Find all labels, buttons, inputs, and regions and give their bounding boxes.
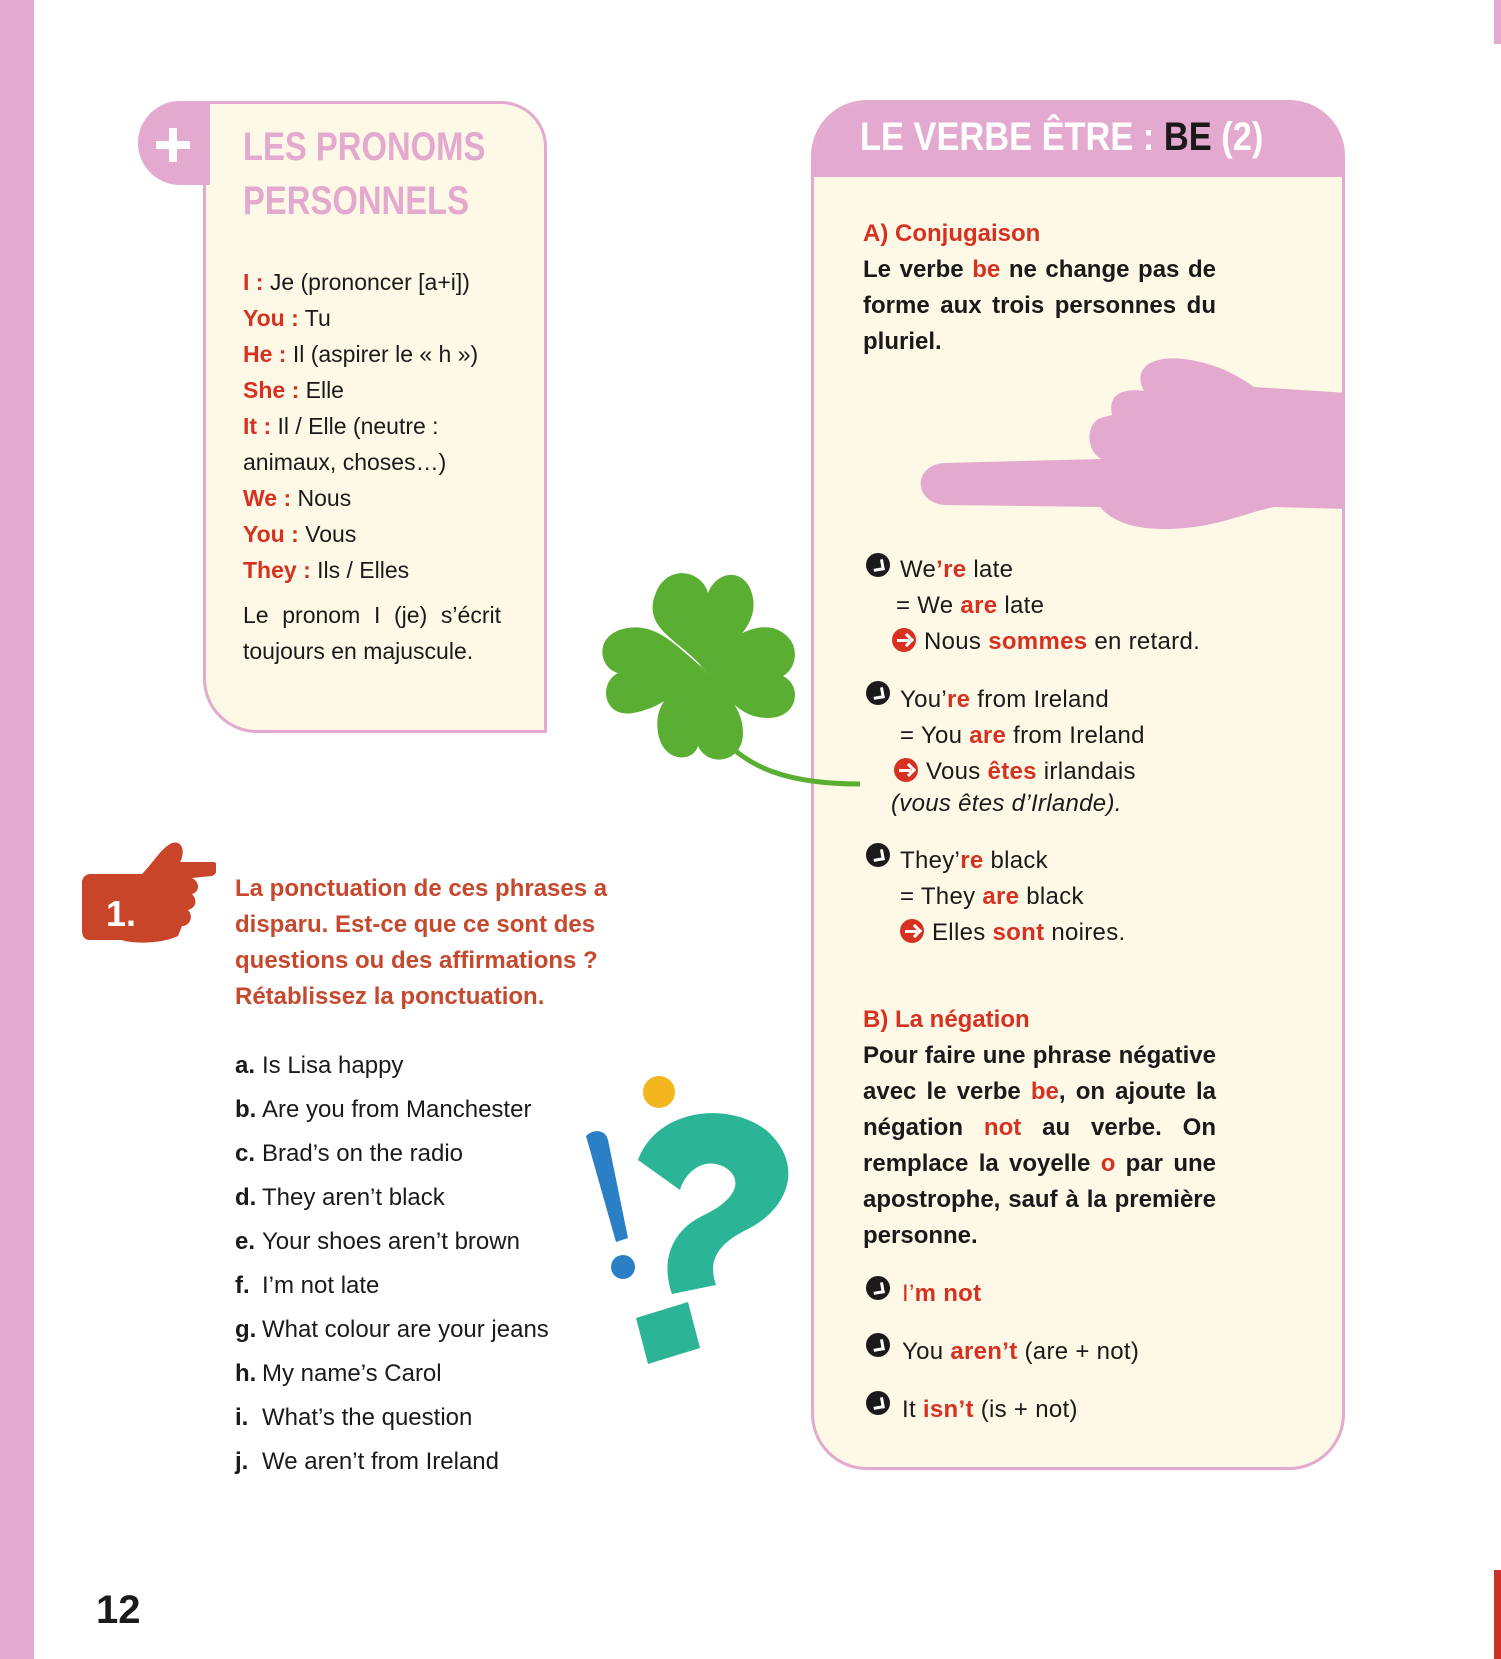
list-item [235,1308,549,1352]
negation-example [902,1334,1139,1370]
item-letter: i. [235,1404,249,1431]
item-letter: b. [235,1096,257,1123]
pronouns-title-line2: PERSONNELS [243,179,469,223]
pronoun-fr: Elle [299,377,344,403]
text-part: Le verbe [863,256,973,283]
ex-part: noires. [1044,919,1126,946]
pronoun-en: It : [243,413,272,439]
ex-highlight: are [960,592,998,619]
ex-part: Vous [926,758,988,785]
example-full [900,718,1145,754]
pronoun-row [243,300,533,336]
ex-part: = You [900,722,970,749]
text-part: Pour faire une phrase négative avec le verbe [863,1042,1216,1105]
pronoun-fr: Il / Elle (neutre : [271,413,439,439]
example-contracted [900,552,1208,588]
text-part: , on ajoute la négation [863,1078,1216,1141]
ex-part: late [966,556,1014,583]
pronouns-note: Le pronom I (je) s’écrit toujours en majuscule. [243,602,501,664]
pronoun-en: She : [243,377,300,403]
exercise-number: 1. [106,893,137,934]
neg-highlight: aren’t [950,1338,1018,1365]
example-full [896,588,1204,624]
text-highlight: be [1030,1078,1059,1105]
pronoun-en: You : [243,521,299,547]
pronouns-title-line1: LES PRONOMS [243,125,486,169]
negation-example [902,1392,1078,1428]
item-text: Are you from Manchester [262,1096,532,1123]
ex-highlight: re [960,847,984,874]
page-edge-mark-top [1494,0,1501,44]
item-letter: e. [235,1228,256,1255]
pronoun-en: We : [243,485,292,511]
list-item [235,1396,549,1440]
item-text: They aren’t black [262,1184,445,1211]
exercise-list [235,1044,549,1484]
left-margin-bar [0,0,34,1659]
bullet-arrow-icon [866,1333,890,1357]
ex-part: = We [896,592,961,619]
ex-part: black [983,847,1048,874]
bullet-arrow-icon [866,1391,890,1415]
example-1 [896,552,1208,660]
example-translation [892,624,1200,660]
text-highlight: o [1100,1150,1116,1177]
ex-part: You’ [900,686,948,713]
be-title-be: BE [1163,115,1212,159]
list-item [235,1088,549,1132]
red-arrow-icon [894,758,918,782]
red-arrow-icon [892,628,916,652]
text-highlight: not [983,1114,1022,1141]
pronoun-row [243,408,533,444]
pronoun-en: He : [243,341,287,367]
item-text: What’s the question [262,1404,473,1431]
section-b-heading: B) La négation [863,1006,1030,1033]
be-title-part: LE VERBE ÊTRE : [860,115,1164,159]
list-item [235,1352,549,1396]
pronoun-row [243,336,533,372]
pronoun-fr: Ils / Elles [310,557,410,583]
yellow-dot [643,1076,675,1108]
pronoun-row [243,552,533,588]
item-text: What colour are your jeans [262,1316,549,1343]
ex-part: Nous [924,628,989,655]
neg-part: I’ [902,1280,915,1307]
list-item [235,1044,549,1088]
ex-part: from Ireland [970,686,1109,713]
neg-part: (is + not) [973,1396,1078,1423]
example-full [900,879,1125,915]
clover-icon [598,568,864,792]
item-letter: c. [235,1140,256,1167]
item-letter: h. [235,1360,257,1387]
example-2 [891,682,1145,826]
example-contracted [900,682,1145,718]
plus-icon-vertical [169,128,177,162]
pronoun-fr: Je (prononcer [a+i]) [263,269,470,295]
item-text: I’m not late [262,1272,380,1299]
ex-part: We [900,556,937,583]
bullet-arrow-icon [866,1276,890,1300]
pronoun-row [243,372,533,408]
ex-part: They’ [900,847,961,874]
ex-part: late [997,592,1045,619]
example-contracted [900,843,1125,879]
neg-highlight: m not [914,1280,982,1307]
be-verb-title [860,115,1263,160]
ex-highlight: are [982,883,1020,910]
item-text: Is Lisa happy [262,1052,404,1079]
list-item [235,1220,549,1264]
negation-example [902,1276,981,1312]
pronoun-fr: Tu [298,305,331,331]
item-letter: j. [235,1448,249,1475]
ex-highlight: are [969,722,1007,749]
pronoun-row [243,480,533,516]
neg-part: It [902,1396,923,1423]
text-part: par une apostrophe, sauf à la première personne. [863,1150,1216,1249]
ex-part: en retard. [1087,628,1201,655]
example-translation [900,915,1125,951]
list-item [235,1176,549,1220]
pronoun-fr: Nous [291,485,352,511]
page-edge-mark-bottom [1494,1570,1501,1659]
item-letter: g. [235,1316,257,1343]
ex-highlight: sommes [988,628,1088,655]
ex-part: Elles [932,919,993,946]
ex-highlight: sont [992,919,1045,946]
red-arrow-icon [900,919,924,943]
exercise-instruction: La ponctuation de ces phrases a disparu. Est-ce que ce sont des questions ou des affirmations ? Rétablissez la ponctuation. [235,875,608,1010]
pronoun-row [243,444,533,480]
question-mark-icon [576,1070,798,1370]
ex-highlight: re [947,686,971,713]
be-title-part: (2) [1211,115,1264,159]
bullet-arrow-icon [866,843,890,867]
example-translation [894,754,1139,790]
exclamation-mark-icon [586,1131,635,1279]
item-letter: d. [235,1184,257,1211]
list-item [235,1132,549,1176]
ex-part: irlandais [1036,758,1136,785]
pronoun-row [243,516,533,552]
text-part: ne change pas de forme aux trois personnes du pluriel. [863,256,1216,355]
list-item [235,1264,549,1308]
pronouns-title [243,120,489,228]
bullet-arrow-icon [866,553,890,577]
ex-highlight: ’re [936,556,967,583]
pointing-hand-icon [82,840,216,946]
item-text: We aren’t from Ireland [262,1448,499,1475]
item-text: Your shoes aren’t brown [262,1228,520,1255]
page-number: 12 [96,1588,141,1632]
section-a-text [863,252,1216,360]
section-a-heading: A) Conjugaison [863,220,1041,247]
bullet-arrow-icon [866,681,890,705]
neg-part: You [902,1338,951,1365]
example-note: (vous êtes d’Irlande). [891,790,1122,817]
item-letter: f. [235,1272,250,1299]
section-b-text [863,1038,1216,1254]
pronoun-fr: Il (aspirer le « h ») [286,341,479,367]
list-item [235,1440,549,1484]
pronoun-en: I : [243,269,264,295]
neg-highlight: isn’t [922,1396,974,1423]
pointing-hand-icon [914,343,1345,533]
text-highlight: be [972,256,1001,283]
ex-part: black [1019,883,1084,910]
pronouns-list [243,264,533,588]
text-part: au verbe. On remplace la voyelle [863,1114,1216,1177]
neg-part: (are + not) [1017,1338,1140,1365]
ex-part: = They [900,883,983,910]
pronoun-en: You : [243,305,299,331]
pronoun-row [243,264,533,300]
example-3 [900,843,1125,951]
pronoun-fr: Vous [298,521,357,547]
item-letter: a. [235,1052,256,1079]
ex-part: from Ireland [1006,722,1145,749]
pronoun-fr: animaux, choses…) [243,449,447,475]
item-text: Brad’s on the radio [262,1140,464,1167]
item-text: My name’s Carol [262,1360,442,1387]
pronoun-en: They : [243,557,311,583]
ex-highlight: êtes [987,758,1037,785]
